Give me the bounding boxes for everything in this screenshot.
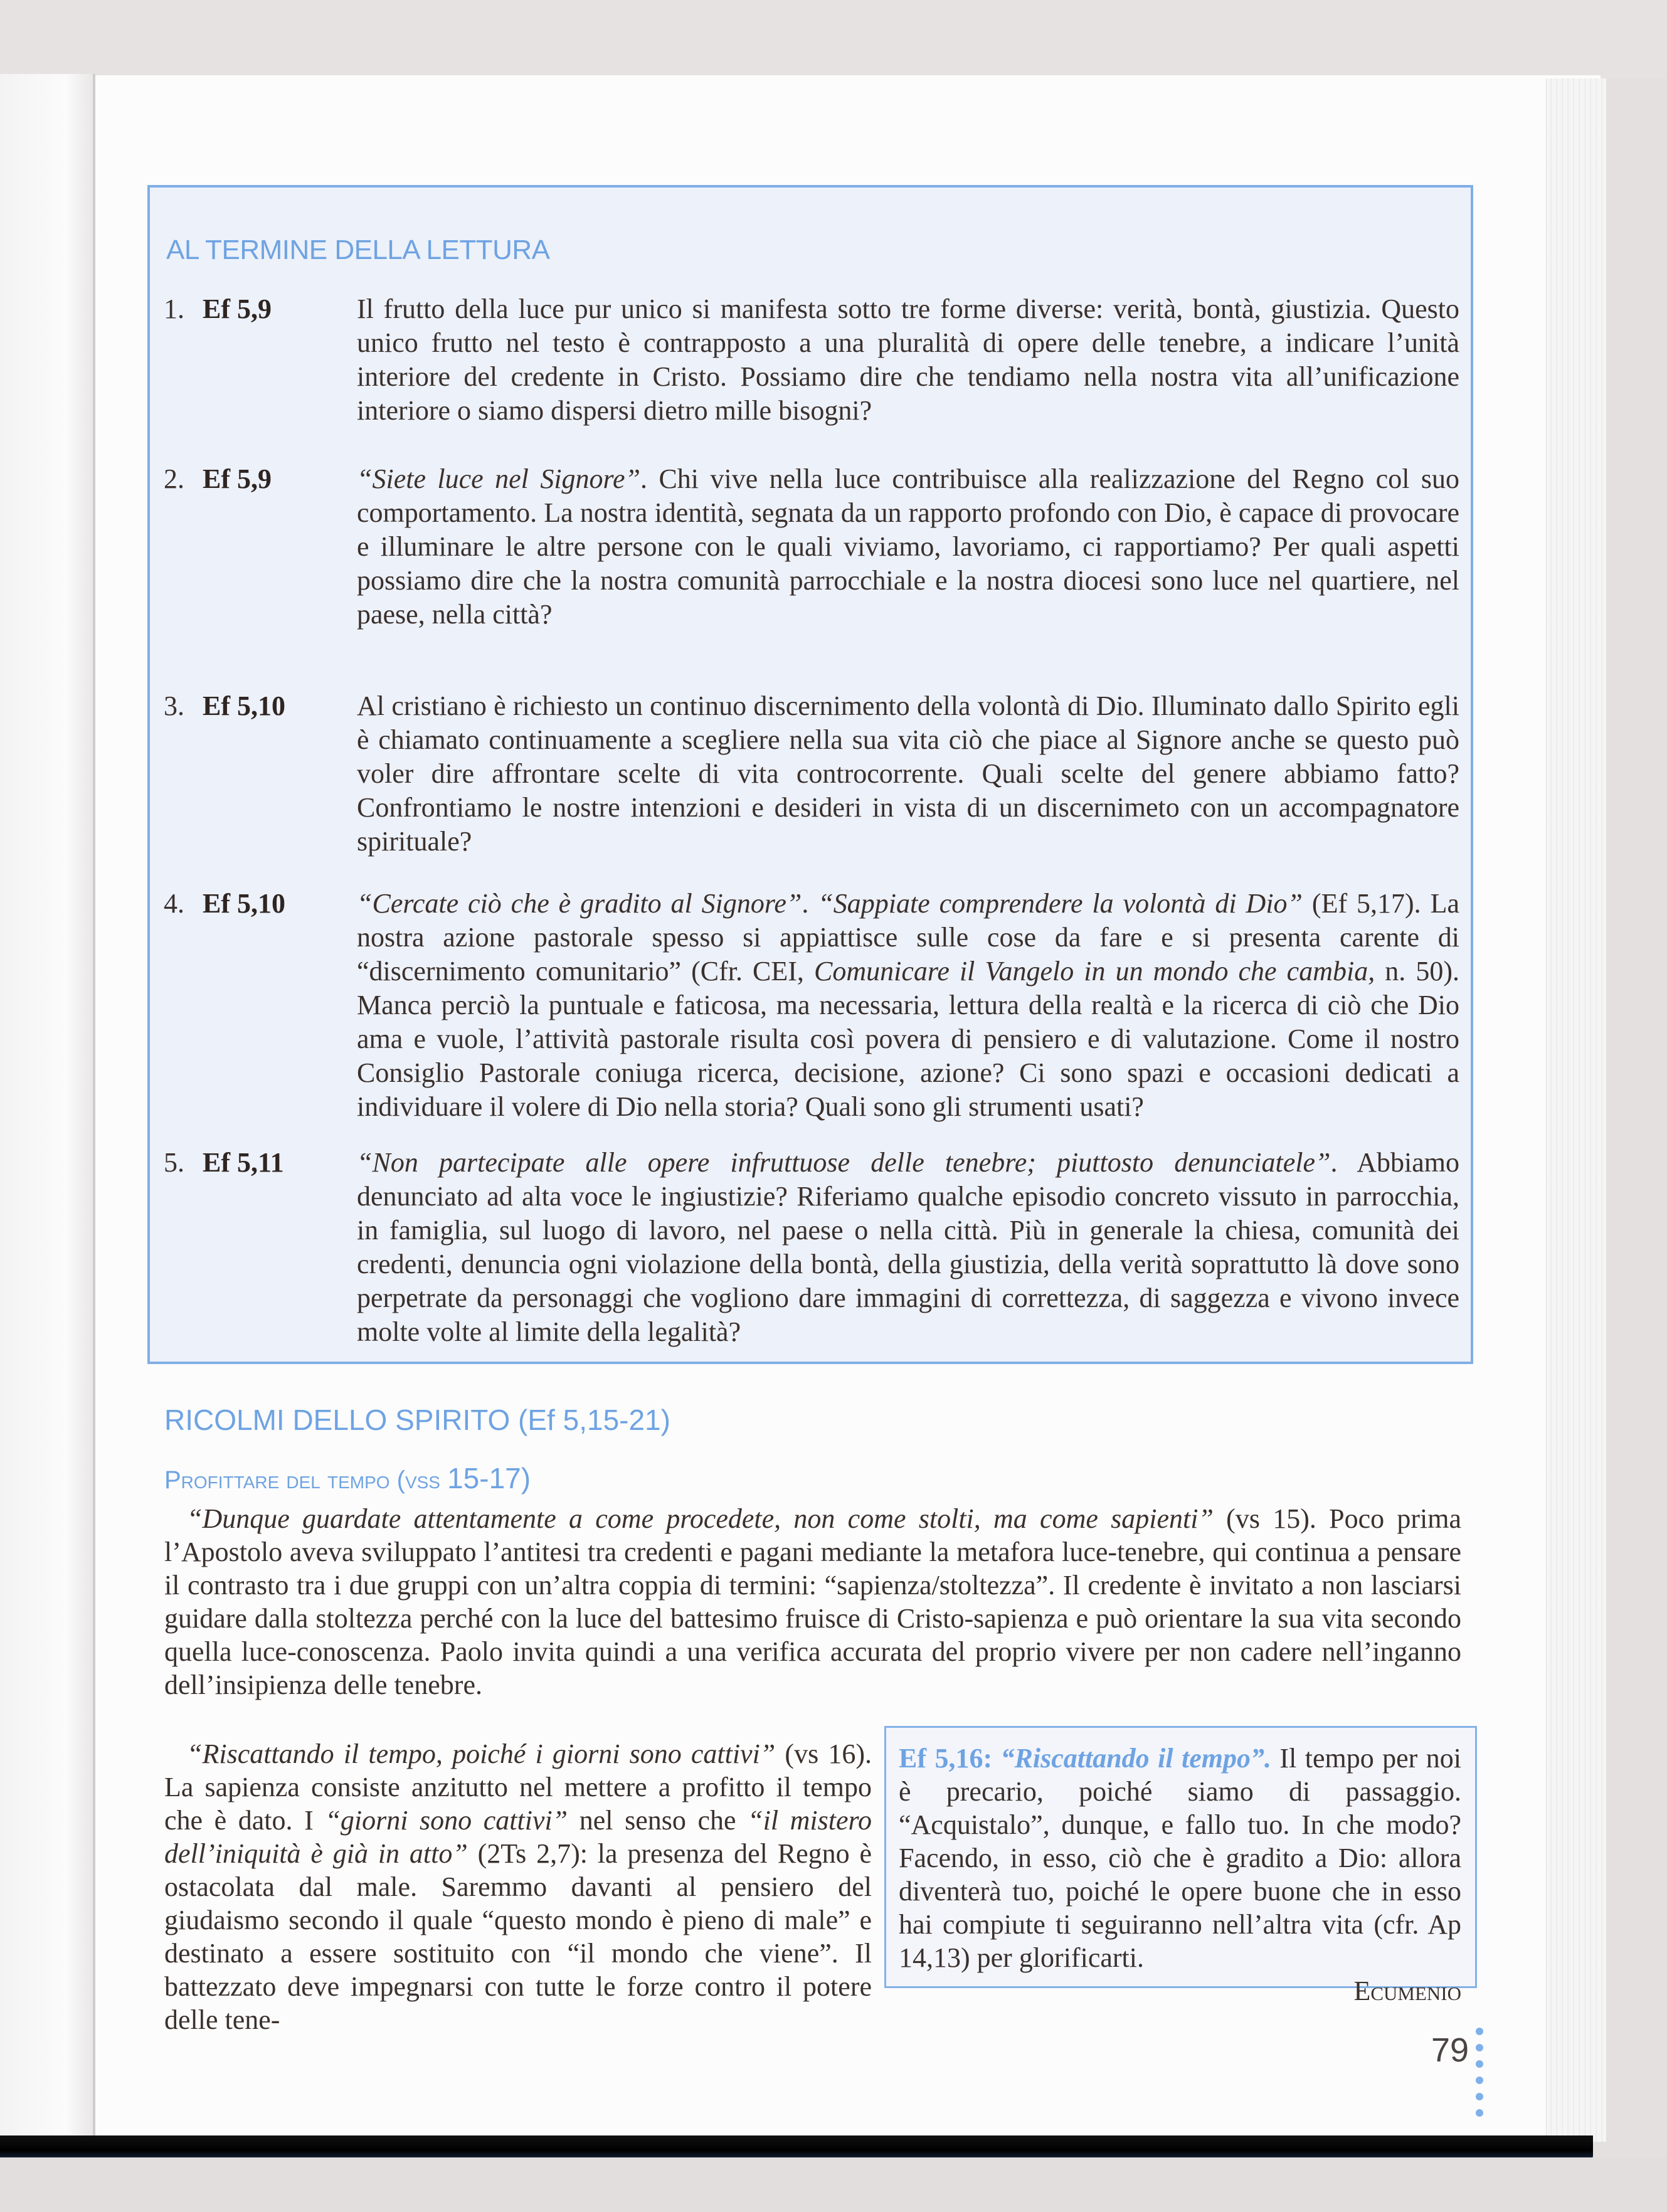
book-bottom-edge: [0, 2135, 1593, 2161]
item-reference: Ef 5,11: [203, 1147, 284, 1178]
quote-box-author: Ecumenio: [1353, 1976, 1461, 2006]
item-number: 1.: [164, 294, 184, 324]
reflection-box: [147, 185, 1473, 1364]
item-number: 3.: [164, 691, 184, 721]
item-reference: Ef 5,9: [203, 463, 272, 494]
body-paragraph-1: “Dunque guardate attentamente a come procedete, non come stolti, ma come sapienti” (vs 15). Poco prima l’Apostolo aveva sviluppato l’antitesi tra credenti e pagani mediante la metafora luce-tenebre, qui continua a pensare il contrasto tra i due gruppi con un’altra coppia di termini: “sapienza/stoltezza”. Il credente è invitato a non lasciarsi guidare dalla stoltezza perché con la luce del battesimo fruisce di Cristo-sapienza e può orientare la sua vita secondo quella luce-conoscenza. Paolo invita quindi a una verifica accurata del proprio vivere per non cadere nell’inganno dell’insipienza delle tenebre.: [164, 1503, 1461, 1700]
item-number: 5.: [164, 1147, 184, 1178]
box-title: AL TERMINE DELLA LETTURA: [166, 235, 550, 265]
left-page-edge: [0, 74, 94, 2137]
item-reference: Ef 5,10: [203, 691, 285, 721]
item-number: 2.: [164, 463, 184, 494]
item-quote: “Siete luce nel Signore”: [357, 463, 641, 494]
patristic-quote-box: [884, 1726, 1477, 2006]
item-text: “Cercate ciò che è gradito al Signore”. “Sappiate comprendere la volontà di Dio” (Ef 5,17). La nostra azione pastorale spesso si appiattisce sulle cose da fare e si presenta carente di “discernimento comunitario” (Cfr. CEI, Comunicare il Vangelo in un mondo che cambia, n. 50). Manca perciò la puntuale e faticosa, ma necessaria, lettura della realtà e la ricerca di ciò che Dio ama e vuole, l’attività pastorale risulta così povera di pensiero e di valutazione. Come il nostro Consiglio Pastorale coniuga ricerca, decisione, azione? Ci sono spazi e occasioni dedicati a individuare il volere di Dio nella storia? Quali sono gli strumenti usati?: [357, 888, 1460, 1122]
item-number: 4.: [164, 888, 184, 919]
item-text: “Siete luce nel Signore”. Chi vive nella luce contribuisce alla realizzazione del Regno col suo comportamento. La nostra identità, segnata da un rapporto profondo con Dio, è capace di provocare e illuminare le altre persone con le quali viviamo, lavoriamo, ci rapportiamo? Per quali aspetti possiamo dire che la nostra comunità parrocchiale e la nostra diocesi sono luce nel quartiere, nel paese, nella città?: [357, 463, 1459, 630]
section-title: RICOLMI DELLO SPIRITO (Ef 5,15-21): [164, 1404, 670, 1436]
item-text: Al cristiano è richiesto un continuo discernimento della volontà di Dio. Illuminato dallo Spirito egli è chiamato continuamente a scegliere nella sua vita ciò che piace al Signore anche se questo può voler dire affrontare scelte di vita controcorrente. Quali scelte del genere abbiamo fatto? Confrontiamo le nostre intenzioni e desideri in vista di un discernimeto con un accompagnatore spirituale?: [357, 691, 1459, 857]
quote-box-text: Il tempo per noi è precario, poiché siamo di passaggio. “Acquistalo”, dunque, e fallo tuo. In che modo? Facendo, in esso, ciò che è gradito a Dio: allora diventerà tuo, poiché le opere buone che in esso hai compiute ti seguiranno nell’altra vita (cfr. Ap 14,13) per glorificarti.: [899, 1743, 1461, 1973]
item-text: Il frutto della luce pur unico si manifesta sotto tre forme diverse: verità, bontà, giustizia. Questo unico frutto nel testo è contrapposto a una pluralità di opere delle tenebre, a indicare l’unità interiore del credente in Cristo. Possiamo dire che tendiamo nella nostra vita all’unificazione interiore o siamo dispersi dietro mille bisogni?: [357, 294, 1459, 426]
body-paragraph-2: “Riscattando il tempo, poiché i giorni sono cattivi” (vs 16). La sapienza consiste anzitutto nel mettere a profitto il tempo che è dato. I “giorni sono cattivi” nel senso che “il mistero dell’iniquità è già in atto” (2Ts 2,7): la presenza del Regno è ostacolata dal male. Saremmo davanti al pensiero del giudaismo secondo il quale “questo mondo è pieno di male” e destinato a essere sostituito con “il mondo che viene”. Il battezzato deve impegnarsi con tutte le forze contro il potere delle tene-: [164, 1738, 872, 2035]
quote-box-reference: Ef 5,16: “Riscattando il tempo”.: [899, 1743, 1271, 1774]
page-number-dots-decoration: [1476, 2028, 1486, 2125]
item-reference: Ef 5,9: [203, 294, 272, 324]
item-reference: Ef 5,10: [203, 888, 285, 919]
page-number: 79: [1431, 2031, 1469, 2069]
scan-background-bottom: [0, 2157, 1667, 2212]
section-subtitle: Profittare del tempo (vss 15-17): [164, 1462, 531, 1495]
item-text: “Non partecipate alle opere infruttuose delle tenebre; piuttosto denunciatele”. Abbiamo denunciato ad alta voce le ingiustizie? Riferiamo qualche episodio concreto vissuto in parrocchia, in famiglia, sul luogo di lavoro, nel paese o nella città. Più in generale la chiesa, comunità dei credenti, denuncia ogni violazione della bontà, della giustizia, della verità soprattutto là dove sono perpetrate da personaggi che vogliono dare immagini di correttezza, di saggezza e vivono invece molte volte al limite della legalità?: [357, 1147, 1459, 1347]
page-stack-edge: [1546, 78, 1606, 2142]
scan-background-top: [0, 0, 1667, 78]
